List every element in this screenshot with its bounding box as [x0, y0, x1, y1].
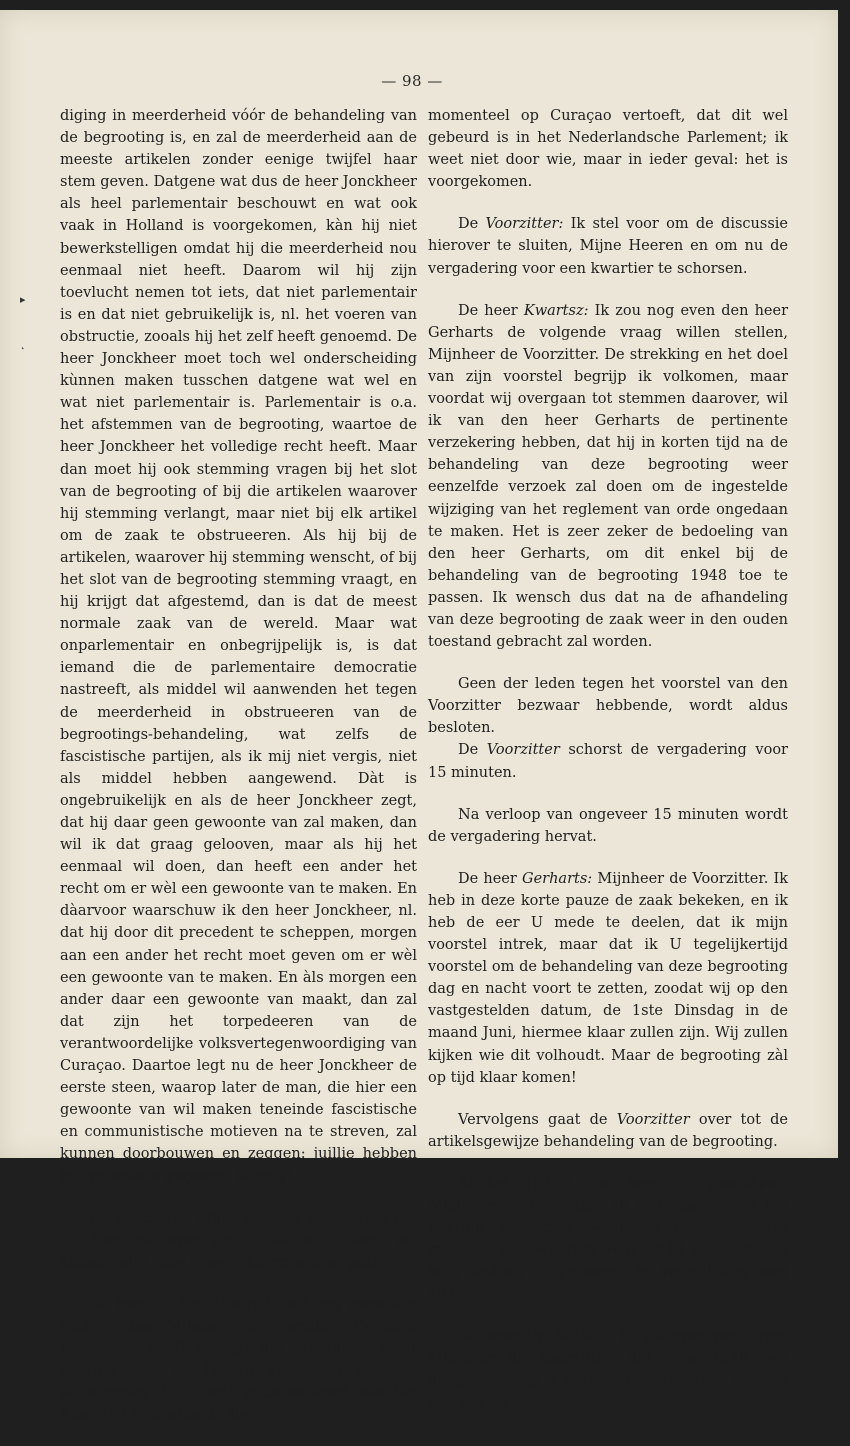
paragraph: Na verloop van ongeveer 15 minuten wordt de vergadering hervat. — [428, 806, 788, 845]
speaker-name: E. Jonckheer: — [677, 1175, 789, 1192]
paragraph: De Voorzitter: Mijne Heeren, ik stel voor om de discussie over deze zaak te sluiten; wij kunnen niet voor eeuwig hiermee doorgaan. — [60, 1210, 417, 1271]
speaker-name: Voorzitter — [486, 742, 560, 759]
speaker-name: Gerharts: — [522, 870, 593, 887]
speaker-name: Voorzitter: — [114, 1210, 193, 1227]
paragraph: De heer E. Jonckheer: Ik wil nog even iets recht zetten, Mijnheer de Voorzitter. De heer Henriquez heeft gezegd dat obstructie nooit voorgekomen is. Ik wil hier heel kort op antwoorden. Ik hoorde gisterenavond van het Kamerlid Nederhorst, die — [60, 1296, 417, 1424]
paragraph: De Voorzitter: Ik stel voor om de discussie hierover te sluiten, Mijne Heeren en om nu de vergadering voor een kwartier te schorsen. — [428, 216, 788, 277]
right-column — [428, 105, 788, 1434]
paragraph: Artikel 10199. De heer E. Jonckheer: Mijnheer de Voorzitter. Ik zou gaarne van het Bestuur vernemen — indien het eenigszins mogelijk is— waarom voor 1948 een tamelijk laag bedrag is geraamd in vergelijking met 1946. — [428, 1175, 789, 1303]
paragraph: diging in meerderheid vóór de behandeling van de begrooting is, en zal de meerderheid aan de meeste artikelen zonder eenige twijfel haar stem geven. Datgene wat dus de heer Jonckheer als heel parlementair beschouwt en wat ook vaak in Holland is voorgekomen, kàn hij niet bewerkstelligen omdat hij die meerderheid nou eenmaal niet heeft. Daarom wil hij zijn toevlucht nemen tot iets, dat niet parlementair is en dat niet gebruikelijk is, nl. het voeren van obstructie, zooals hij het zelf heeft genoemd. De heer Jonckheer moet toch wel onderscheiding kùnnen maken tusschen datgene wat wel en wat niet parlementair is. Parlementair is o.a. het afstemmen van de begrooting, waartoe de heer Jonckheer het volledige recht heeft. Maar dan moet hij ook stemming vragen bij het slot van de begrooting of bij die artikelen waarover hij stemming verlangt, maar niet bij elk artikel om de zaak te obstrueeren. Als hij bij de artikelen, waarover hij stemming wenscht, of bij het slot van de begrooting stemming vraagt, en hij krijgt dat afgestemd, dan is dat de meest normale zaak van de wereld. Maar wat onparlementair en onbegrijpelijk is, is dat iemand die de parlementaire democratie nastreeft, als middel wil aanwenden het tegen de meerderheid in obstrueeren van de begrootings-behandeling, wat zelfs de fascistische partijen, als ik mij niet vergis, niet als middel hebben aangewend. Dàt is ongebruikelijk en als de heer Jonckheer zegt, dat hij daar geen gewoonte van zal maken, dan wil ik dat graag gelooven, maar als hij het eenmaal wil doen, dan heeft een ander het recht om er wèl een gewoonte van te maken. En dàarvoor waarschuw ik den heer Jonckheer, nl. dat hij door dit precedent te scheppen, morgen aan een ander het recht moet geven om er wèl een gewoonte van te maken. En àls morgen een ander daar een gewoonte van maakt, dan zal dat zijn het torpedeeren van de verantwoordelijke volksvertegenwoordiging van Curaçao. Daartoe legt nu de heer Jonckheer de eerste steen, waarop later de man, die hier een gewoonte van wil maken teneinde fascistische en communistische motieven na te streven, zal kunnen doorbouwen en zeggen: juillie hebben het voorbeeld gegeven, ik volg! — [60, 108, 417, 1185]
page-number: — 98 — — [381, 72, 443, 90]
paragraph: De heer Dr. Süthoff: Ik wil even verklaren, Mijnheer de Voorzitter, dat voor 1946 een hooger bedrag is geraamd, omdat toen bekend was dat de uitgaven — [428, 1328, 789, 1411]
speaker-name: Kwartsz: — [523, 302, 589, 319]
paragraph: momenteel op Curaçao vertoeft, dat dit wel gebeurd is in het Nederlandsche Parlement; ik weet niet door wie, maar in ieder geval: het is voorgekomen. — [428, 108, 788, 191]
article-number: Artikel 10199. — [458, 1175, 575, 1192]
paragraph: Geen der leden tegen het voorstel van den Voorzitter bezwaar hebbende, wordt aldus besloten. — [428, 676, 788, 737]
left-column — [60, 105, 417, 1446]
paragraph: Vervolgens gaat de Voorzitter over tot de artikelsgewijze behandeling van de begrooting. — [428, 1111, 788, 1150]
speaker-name: Dr. Süthoff: — [526, 1328, 614, 1345]
margin-mark: ˛ — [20, 337, 26, 350]
speaker-name: Voorzitter — [616, 1111, 690, 1128]
margin-mark: ▸ — [20, 293, 26, 306]
paragraph: De heer Gerharts: Mijnheer de Voorzitter. Ik heb in deze korte pauze de zaak bekeken, en ik heb de eer U mede te deelen, dat ik mijn voorstel intrek, maar dat ik U tegelijkertijd voorstel om de behandeling van deze begrooting dag en nacht voort te zetten, zoodat wij op den vastgestelden datum, de 1ste Dinsdag in de maand Juni, hiermee klaar zullen zijn. Wij zullen kijken wie dit volhoudt. Maar de begrooting zàl op tijd klaar komen! — [428, 870, 788, 1086]
paragraph: De heer Kwartsz: Ik zou nog even den heer Gerharts de volgende vraag willen stellen, Mijnheer de Voorzitter. De strekking en het doel van zijn voorstel begrijp ik volkomen, maar voordat wij overgaan tot stemmen daarover, wil ik van den heer Gerharts de pertinente verzekering hebben, dat hij in korten tijd na de behandeling van deze begrooting weer eenzelfde verzoek zal doen om de ingestelde wijziging van het reglement van orde ongedaan te maken. Het is zeer zeker de bedoeling van den heer Gerharts, om dit enkel bij de behandeling van de begrooting 1948 toe te passen. Ik wensch dus dat na de afhandeling van deze begrooting de zaak weer in den ouden toestand gebracht zal worden. — [428, 302, 789, 651]
document-page — [0, 10, 838, 1424]
speaker-name: E. Jonckheer: — [157, 1296, 259, 1313]
speaker-name: Voorzitter: — [485, 216, 564, 233]
paragraph: De Voorzitter schorst de vergadering voor 15 minuten. — [428, 742, 788, 781]
